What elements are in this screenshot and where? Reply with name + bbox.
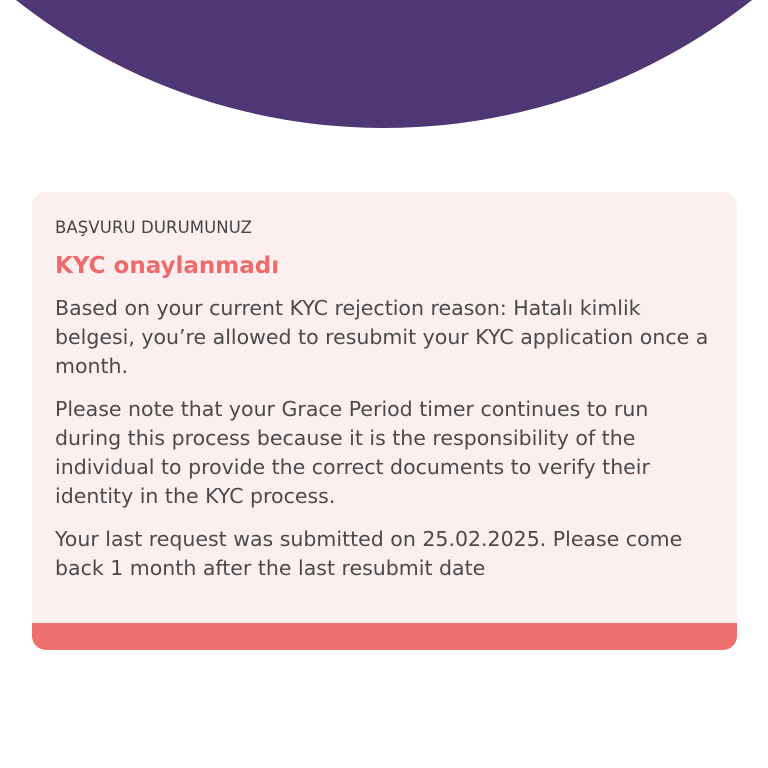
- application-status-card: [32, 192, 737, 650]
- status-label: BAŞVURU DURUMUNUZ: [55, 218, 253, 237]
- last-request-text: Your last request was submitted on 25.02.2025. Please come back 1 month after the last resubmit date: [55, 527, 683, 580]
- grace-period-note: Please note that your Grace Period timer continues to run during this process because it is the responsibility of the individual to provide the correct documents to verify their identity in the KYC process.: [55, 397, 650, 508]
- rejection-reason-text: Based on your current KYC rejection reason: Hatalı kimlik belgesi, you’re allowed to resubmit your KYC application once a month.: [55, 296, 709, 378]
- status-accent-bar: [32, 623, 737, 650]
- header-background-shape: [0, 0, 768, 130]
- status-title: KYC onaylanmadı: [55, 253, 280, 279]
